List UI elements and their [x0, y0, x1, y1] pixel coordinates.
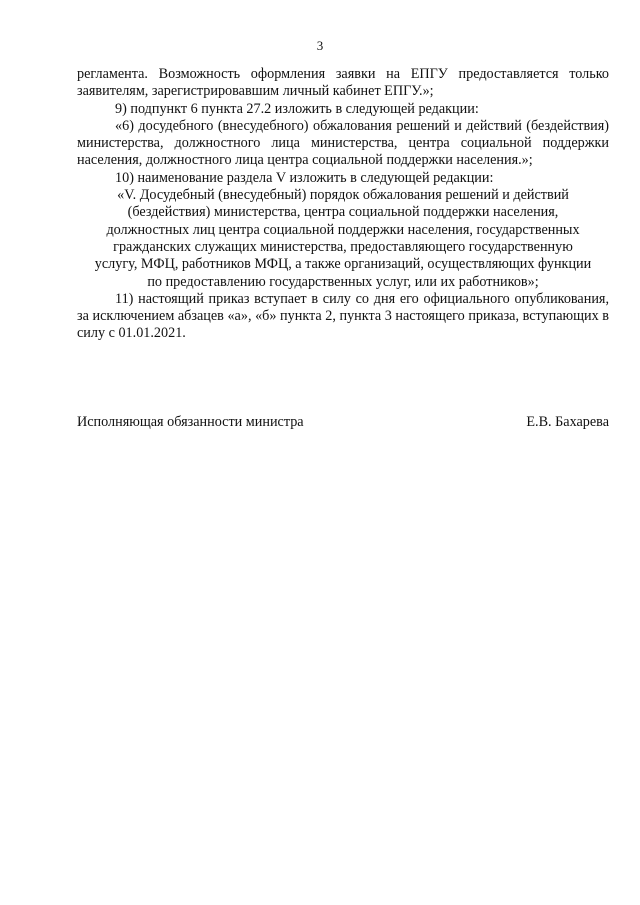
page-number: 3	[316, 38, 324, 53]
signatory-name: Е.В. Бахарева	[526, 414, 609, 430]
signatory-position: Исполняющая обязанности министра	[77, 414, 304, 430]
section-v-title-line: должностных лиц центра социальной поддержки населения, государственных	[106, 221, 580, 238]
document-body	[77, 66, 609, 343]
section-v-title-line: по предоставлению государственных услуг, или их работников»;	[147, 273, 539, 290]
paragraph-continuation: регламента. Возможность оформления заявки на ЕПГУ предоставляется только заявителям, зарегистрировавшим личный кабинет ЕПГУ.»;	[77, 66, 609, 100]
section-v-title-line: гражданских служащих министерства, предоставляющего государственную	[113, 238, 573, 255]
section-v-title-line: «V. Досудебный (внесудебный) порядок обжалования решений и действий	[117, 187, 569, 204]
section-v-title	[77, 187, 609, 291]
signature-block	[77, 414, 609, 431]
section-v-title-line: (бездействия) министерства, центра социальной поддержки населения,	[127, 204, 559, 221]
paragraph-item-10: 10) наименование раздела V изложить в следующей редакции:	[115, 169, 494, 186]
paragraph-item-9: 9) подпункт 6 пункта 27.2 изложить в следующей редакции:	[115, 100, 479, 117]
paragraph-item-11: 11) настоящий приказ вступает в силу со дня его официального опубликования, за исключением абзацев «а», «б» пункта 2, пункта 3 настоящего приказа, вступающих в силу с 01.01.2021.	[77, 290, 609, 342]
paragraph-quote-6: «6) досудебного (внесудебного) обжалования решений и действий (бездействия) министерства, должностного лица министерства, центра социальной поддержки населения, должностного лица центра социальной поддержки населения.»;	[77, 117, 609, 169]
section-v-title-line: услугу, МФЦ, работников МФЦ, а также организаций, осуществляющих функции	[94, 256, 592, 273]
